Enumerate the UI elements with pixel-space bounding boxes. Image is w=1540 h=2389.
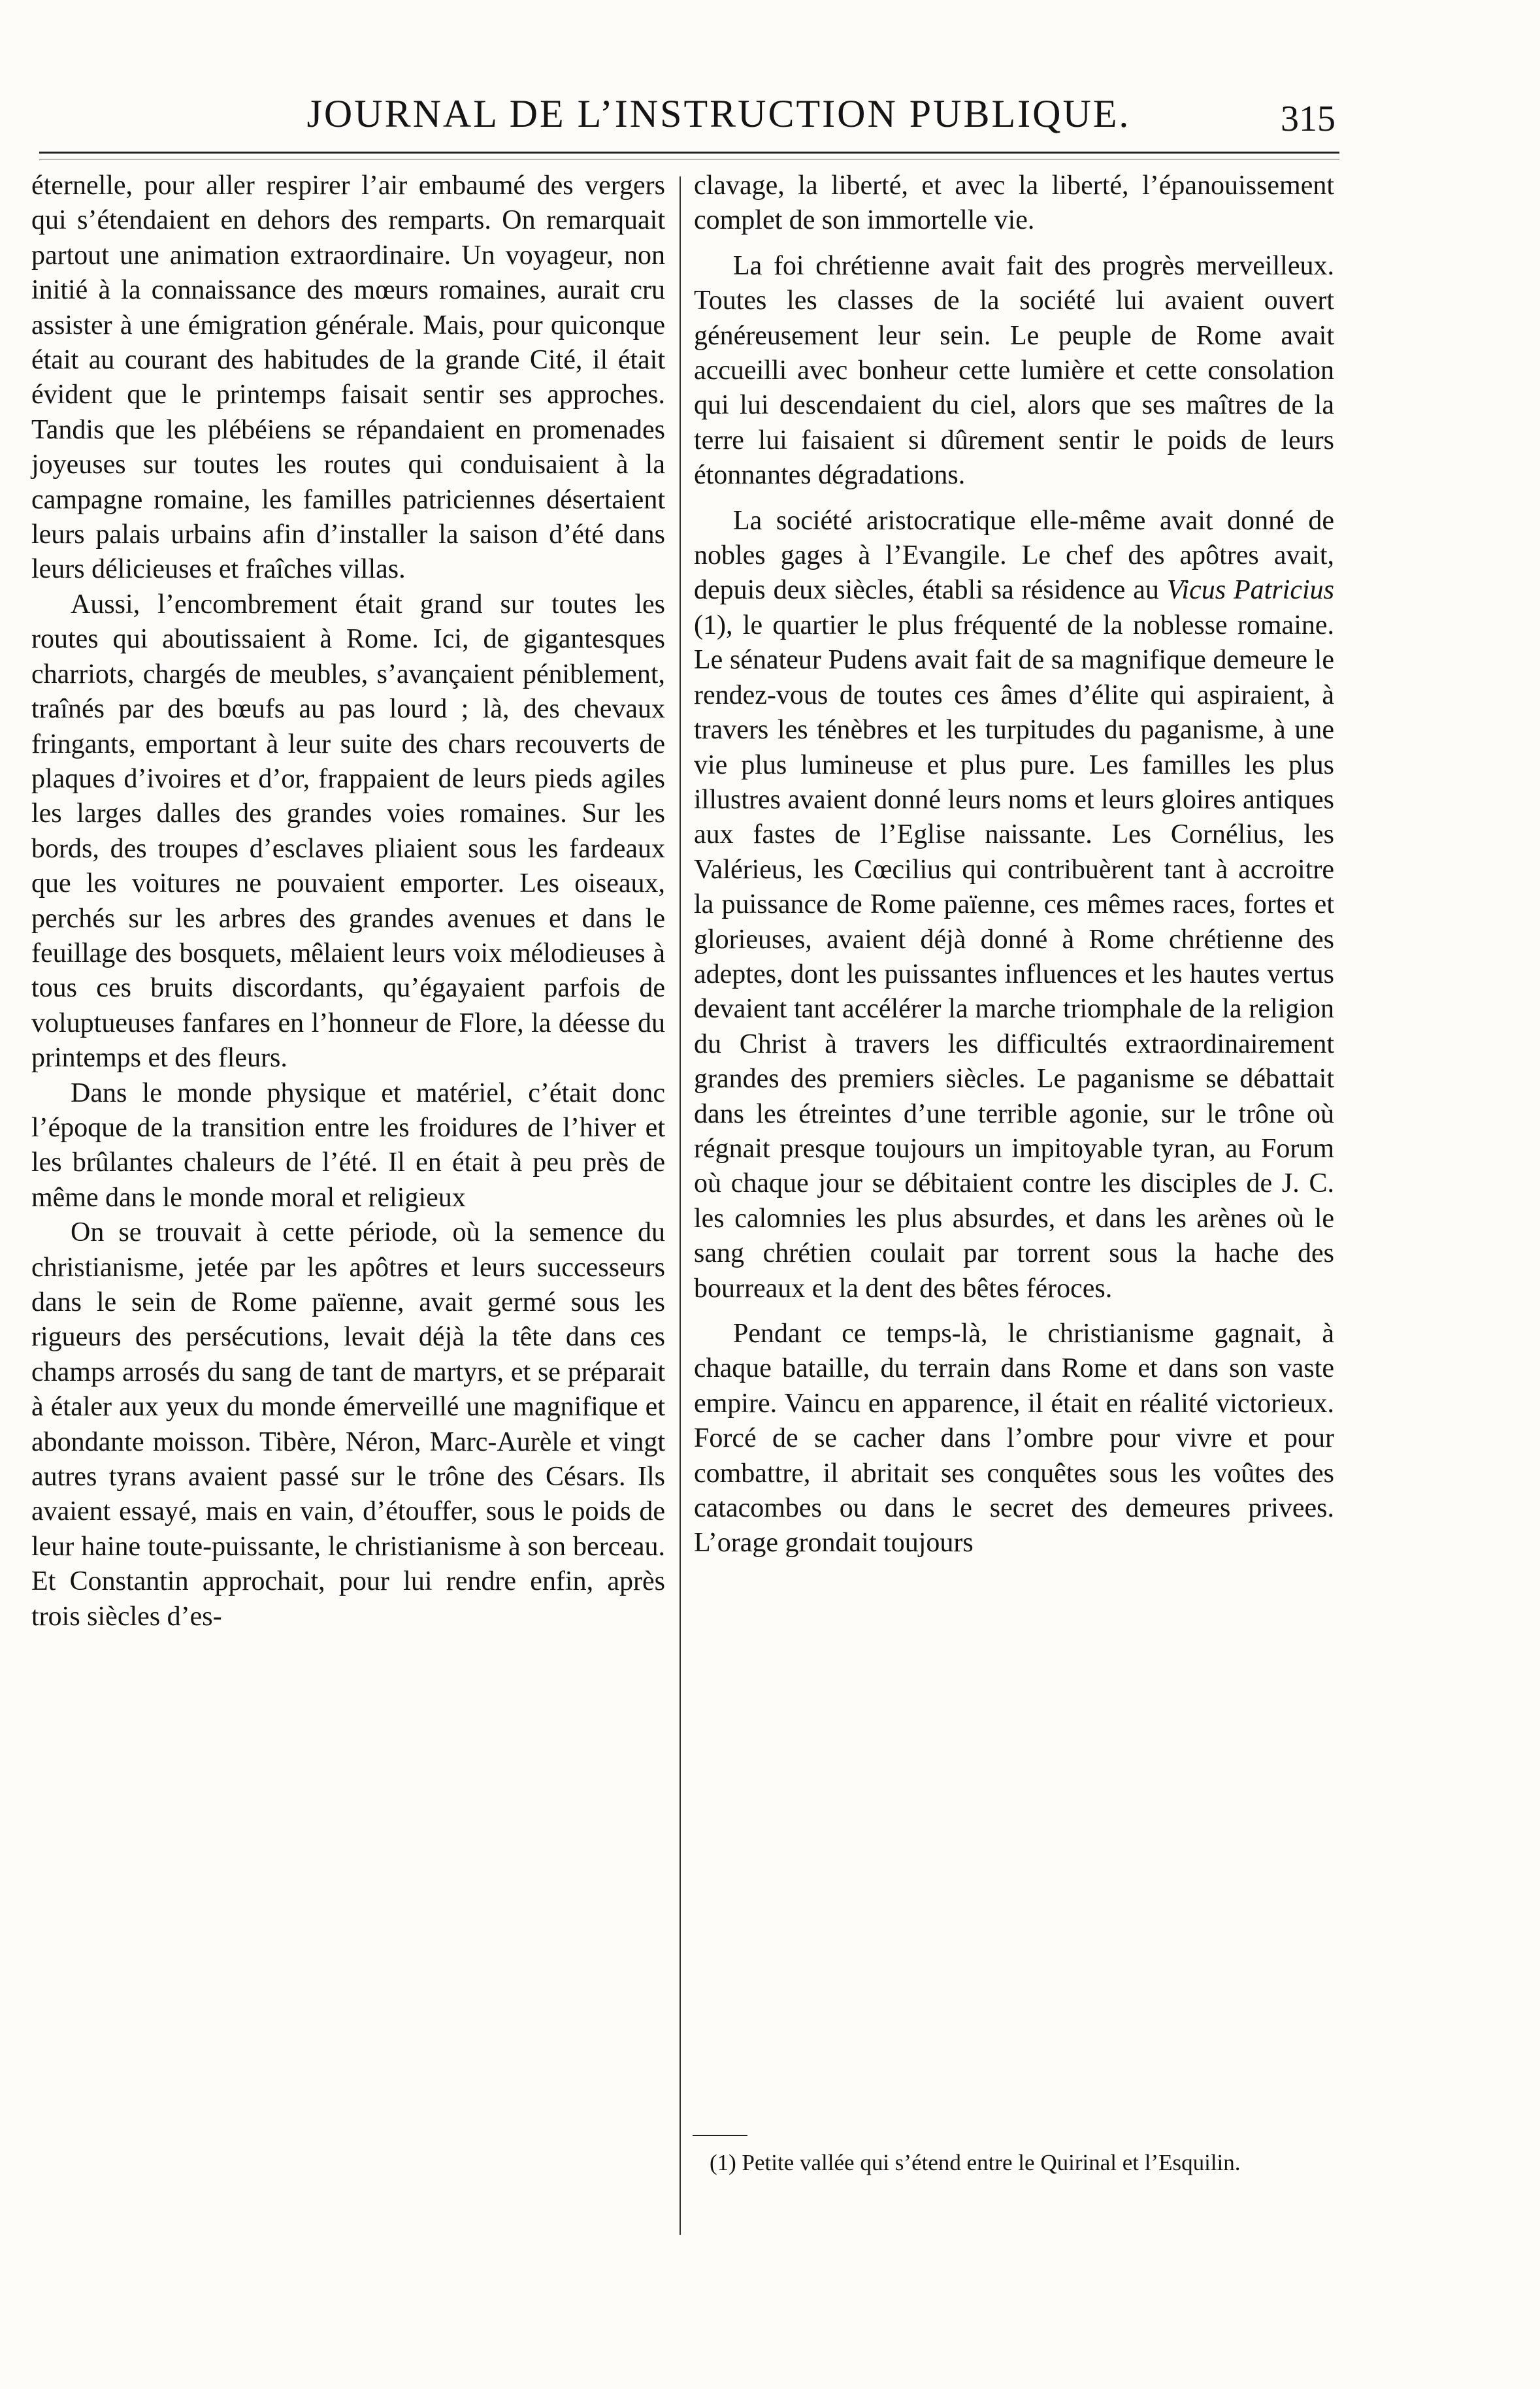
column-divider xyxy=(680,176,681,2235)
right-paragraph-3-part-a: La société aristocratique elle-même avait donné de nobles gages à l’Evangile. Le chef des apôtres avait, depuis deux siècles, établi sa résidence au xyxy=(694,505,1334,606)
footnote-rule xyxy=(693,2135,747,2136)
right-paragraph-2: La foi chrétienne avait fait des progrès merveilleux. Toutes les classes de la société lui avaient ouvert généreusement leur sein. Le peuple de Rome avait accueilli avec bonheur cette lumière et cette consolation qui lui descendaient du ciel, alors que ses maîtres de la terre lui faisaient si dûrement sentir le poids de leurs étonnantes dégradations. xyxy=(694,250,1334,491)
right-paragraph-1: clavage, la liberté, et avec la liberté, l’épanouissement complet de son immortelle vie. xyxy=(694,171,1334,236)
left-paragraph-1: éternelle, pour aller respirer l’air embaumé des vergers qui s’étendaient en dehors des remparts. On remarquait partout une animation extraordinaire. Un voyageur, non initié à la connaissance des mœurs romaines, aurait cru assister à une émigration générale. Mais, pour quiconque était au courant des habitudes de la grande Cité, il était évident que le printemps faisait sentir ses approches. Tandis que les plébéiens se répandaient en promenades joyeuses sur toutes les routes qui conduisaient à la campagne romaine, les familles patriciennes désertaient leurs palais urbains afin d’installer la saison d’été dans leurs délicieuses et fraîches villas. xyxy=(31,171,665,585)
footnote-text: (1) Petite vallée qui s’étend entre le Quirinal et l’Esquilin. xyxy=(710,2150,1241,2175)
left-column xyxy=(31,169,665,1634)
right-column xyxy=(694,169,1334,1561)
right-paragraph-3 xyxy=(694,504,1334,1306)
header-rule xyxy=(39,152,1339,154)
left-paragraph-4: On se trouvait à cette période, où la semence du christianisme, jetée par les apôtres et leurs successeurs dans le sein de Rome païenne, avait germé sous les rigueurs des persécutions, levait déjà la tête dans ces champs arrosés du sang de tant de martyrs, et se préparait à étaler aux yeux du monde émerveillé une magnifique et abondante moisson. Tibère, Néron, Marc-Aurèle et vingt autres tyrans avaient passé sur le trône des Césars. Ils avaient essayé, mais en vain, d’étouffer, sous le poids de leur haine toute-puissante, le christianisme à son berceau. Et Constantin approchait, pour lui rendre enfin, après trois siècles d’es- xyxy=(31,1217,665,1632)
left-paragraph-3: Dans le monde physique et matériel, c’était donc l’époque de la transition entre les froidures de l’hiver et les brûlantes chaleurs de l’été. Il en était à peu près de même dans le monde moral et religieux xyxy=(31,1078,665,1213)
vicus-patricius: Vicus Patricius xyxy=(1166,575,1335,606)
page-number: 315 xyxy=(1281,99,1335,139)
right-paragraph-4: Pendant ce temps-là, le christianisme gagnait, à chaque bataille, du terrain dans Rome et dans son vaste empire. Vaincu en apparence, il était en réalité victorieux. Forcé de se cacher dans l’ombre pour vivre et pour combattre, il abritait ses conquêtes sous les voûtes des catacombes ou dans le secret des demeures privees. L’orage grondait toujours xyxy=(694,1319,1334,1558)
left-paragraph-2: Aussi, l’encombrement était grand sur toutes les routes qui aboutissaient à Rome. Ici, de gigantesques charriots, chargés de meubles, s’avançaient péniblement, traînés par des bœufs au pas lourd ; là, des chevaux fringants, emportant à leur suite des chars recouverts de plaques d’ivoires et d’or, frappaient de leurs pieds agiles les larges dalles des grandes voies romaines. Sur les bords, des troupes d’esclaves pliaient sous les fardeaux que les voitures ne pouvaient emporter. Les oiseaux, perchés sur les arbres des grandes avenues et dans le feuillage des bosquets, mêlaient leurs voix mélodieuses à tous ces bruits discordants, qu’égayaient parfois de voluptueuses fanfares en l’honneur de Flore, la déesse du printemps et des fleurs. xyxy=(31,589,665,1074)
footnote xyxy=(694,2147,1334,2179)
running-head: JOURNAL DE L’INSTRUCTION PUBLIQUE. xyxy=(306,92,1131,135)
right-paragraph-3-part-b: (1), le quartier le plus fréquenté de la noblesse romaine. Le sénateur Pudens avait fait de sa magnifique demeure le rendez-vous de toutes ces âmes d’élite qui aspiraient, à travers les ténèbres et les turpitudes du paganisme, à une vie plus lumineuse et plus pure. Les familles les plus illustres avaient donné leurs noms et leurs gloires antiques aux fastes de l’Eglise naissante. Les Cornélius, les Valérieus, les Cœcilius qui contribuèrent tant à accroitre la puissance de Rome païenne, ces mêmes races, fortes et glorieuses, avaient déjà donné à Rome chrétienne des adeptes, dont les puissantes influences et les hautes vertus devaient tant accélérer la marche triomphale de la religion du Christ à travers les difficultés extraordinairement grandes des premiers siècles. Le paganisme se débattait dans les étreintes d’une terrible agonie, sur le trône où régnait presque toujours un impitoyable tyran, au Forum où chaque jour se débitaient contre les disciples de J. C. les calomnies les plus absurdes, et dans les arènes où le sang chrétien coulait par torrent sous la hache des bourreaux et la dent des bêtes féroces. xyxy=(694,610,1334,1304)
